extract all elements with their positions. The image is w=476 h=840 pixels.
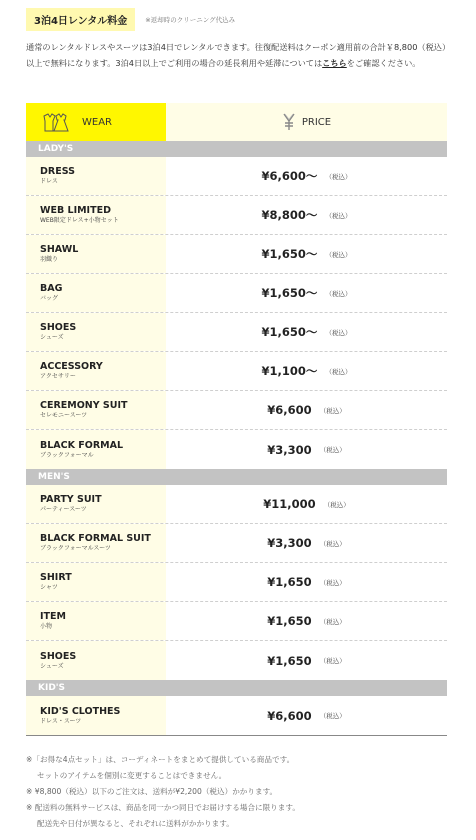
item-price-cell [166,430,447,469]
table-row [26,485,447,524]
item-name-cell [26,430,166,469]
item-name-en: KID'S CLOTHES [40,705,121,717]
page-title: 3泊4日レンタル料金 [26,8,135,31]
item-name-en: DRESS [40,166,75,177]
section-header [26,8,235,31]
item-name-jp: ドレス [40,178,58,185]
tax-label: （税込） [319,712,346,720]
item-name-en: BAG [40,283,63,294]
table-row [26,157,447,196]
price-label: PRICE [301,116,332,128]
tax-label: （税込） [319,578,346,587]
intro-text: 通常のレンタルドレスやスーツは3泊4日でレンタルできます。往復配送料はクーポン適用前の合計￥8,800（税込）以上で無料になります。3泊4日以上でご利用の場合の延長利用や延滞についてはこちらをご確認ください。 [26,42,451,68]
item-name-cell [26,563,166,601]
table-row [26,391,447,430]
item-name-jp: ブラックフォーマルスーツ [40,545,111,552]
item-name-jp: バッグ [40,295,59,302]
item-price-cell [166,196,447,234]
item-name-en: BLACK FORMAL SUIT [40,533,151,544]
item-price-cell [166,696,447,735]
item-price-cell [166,235,447,273]
category-header: KID'S [26,680,447,696]
item-price-cell [166,563,447,601]
table-row [26,563,447,602]
table-body [26,141,447,735]
table-row [26,313,447,352]
table-row [26,696,447,735]
item-price-cell [166,602,447,640]
tax-label: （税込） [325,289,352,298]
table-row [26,196,447,235]
wear-label: WEAR [82,116,112,128]
item-price: ¥3,300 [267,536,312,550]
item-name-jp: ドレス・スーツ [40,717,82,725]
note-free-shipping: ※ 配送料の無料サービスは、商品を同一かつ同日でお届けする場合に限ります。 配送先や日付が異なると、それぞれに送料がかかります。 [26,803,300,828]
table-row [26,524,447,563]
note-shipping-fee: ※ ¥8,800（税込）以下のご注文は、送料が¥2,200（税込）かかります。 [26,787,278,796]
tax-label: （税込） [325,211,352,220]
tax-label: （税込） [325,250,352,259]
item-name-jp: セレモニースーツ [40,412,88,419]
item-name-cell [26,391,166,429]
item-name-en: SHIRT [40,572,72,583]
category-header: MEN'S [26,469,447,485]
item-name-jp: パーティースーツ [40,506,87,513]
notes [26,752,456,832]
item-name-cell [26,196,166,234]
item-name-en: SHAWL [40,244,79,255]
item-price: ¥8,800〜 [261,208,318,222]
item-name-jp: 羽織り [40,256,59,263]
table-row [26,602,447,641]
item-price: ¥1,650〜 [261,286,318,300]
item-price-cell [166,352,447,390]
item-name-en: ITEM [40,611,66,622]
note-set: ※「お得な4点セット」は、コーディネートをまとめて提供している商品です。 セットのアイテムを個別に変更することはできません。 [26,755,295,780]
item-name-cell [26,157,166,195]
item-name-jp: 小物 [40,623,53,630]
price-header [166,103,447,141]
category-header: LADY'S [26,141,447,157]
item-price: ¥1,100〜 [261,364,318,378]
price-table [26,103,447,736]
tax-label: （税込） [319,539,346,548]
item-price-cell [166,524,447,562]
wear-header [26,103,166,141]
item-name-cell [26,274,166,312]
item-name-jp: シャツ [40,584,58,591]
item-name-jp: アクセサリー [40,373,76,380]
item-name-en: WEB LIMITED [40,205,111,216]
item-name-cell [26,313,166,351]
item-name-en: PARTY SUIT [40,494,102,505]
item-name-cell [26,696,166,735]
item-price-cell [166,157,447,195]
tax-label: （税込） [325,328,352,337]
tax-label: （税込） [325,367,352,376]
yen-icon [282,113,296,131]
tax-label: （税込） [319,446,346,454]
item-name-en: BLACK FORMAL [40,439,124,451]
tax-label: （税込） [319,406,346,415]
item-name-jp: ブラックフォーマル [40,451,94,459]
item-name-cell [26,641,166,680]
item-price: ¥6,600 [267,403,312,417]
item-name-jp: WEB限定ドレス+小物セット [40,217,119,224]
item-price-cell [166,641,447,680]
item-price: ¥6,600 [267,708,312,723]
item-price-cell [166,391,447,429]
tax-label: （税込） [319,617,346,626]
item-name-cell [26,524,166,562]
item-price: ¥1,650〜 [261,247,318,261]
item-price: ¥6,600〜 [261,169,318,183]
item-name-jp: シューズ [40,662,64,670]
tax-label: （税込） [319,657,346,665]
item-name-en: SHOES [40,650,77,662]
item-price: ¥11,000 [263,497,316,511]
item-price-cell [166,313,447,351]
table-header [26,103,447,141]
item-name-cell [26,602,166,640]
table-row [26,274,447,313]
table-row [26,430,447,469]
item-name-jp: シューズ [40,334,64,341]
item-price: ¥1,650〜 [261,325,318,339]
item-name-cell [26,485,166,523]
item-price: ¥1,650 [267,653,312,668]
details-link[interactable]: こちら [322,57,347,68]
item-name-en: SHOES [40,322,77,333]
table-row [26,641,447,680]
item-price: ¥1,650 [267,575,312,589]
item-name-en: ACCESSORY [40,361,103,372]
clothing-icon [40,111,70,133]
item-price-cell [166,485,447,523]
item-price-cell [166,274,447,312]
tax-label: （税込） [323,500,350,509]
item-price: ¥3,300 [267,442,312,457]
item-name-cell [26,235,166,273]
cleaning-note: ※返却時のクリーニング代込み [145,16,236,24]
table-row [26,352,447,391]
item-name-cell [26,352,166,390]
item-name-en: CEREMONY SUIT [40,400,128,411]
table-bottom-rule [26,735,447,736]
item-price: ¥1,650 [267,614,312,628]
table-row [26,235,447,274]
tax-label: （税込） [325,172,352,181]
